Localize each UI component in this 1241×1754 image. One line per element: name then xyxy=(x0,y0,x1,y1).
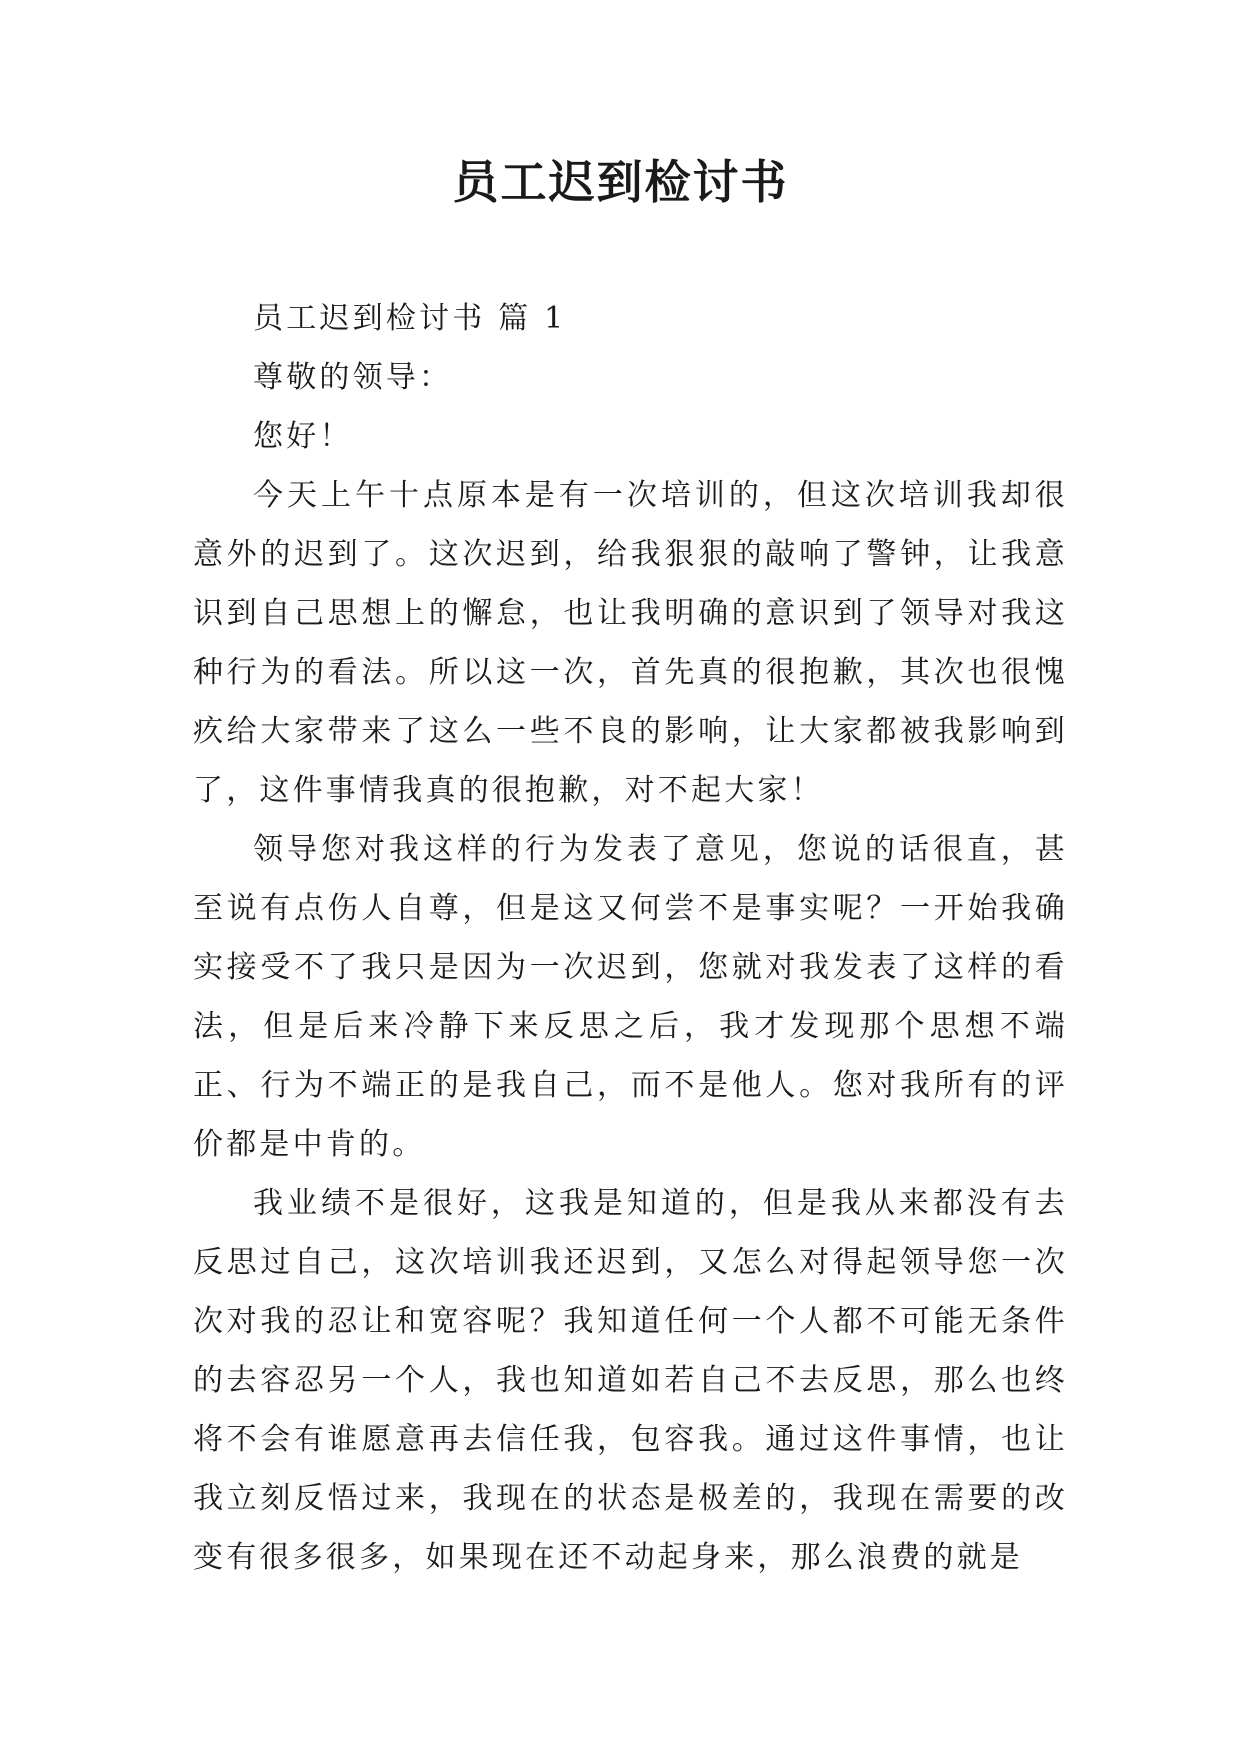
section-heading: 员工迟到检讨书 篇 1 xyxy=(253,301,567,336)
paragraph-3: 我业绩不是很好，这我是知道的，但是我从来都没有去反思过自己，这次培训我还迟到，又怎么对得起领导您一次次对我的忍让和宽容呢？我知道任何一个人都不可能无条件的去容忍另一个人，我也知道如若自己不去反思，那么也终将不会有谁愿意再去信任我，包容我。通过这件事情，也让我立刻反悟过来，我现在的状态是极差的，我现在需要的改变有很多很多，如果现在还不动起身来，那么浪费的就是 xyxy=(193,1186,1068,1575)
document-title: 员工迟到检讨书 xyxy=(452,155,789,209)
document-body xyxy=(193,289,1068,1587)
greeting: 您好！ xyxy=(253,419,353,454)
paragraph-2: 领导您对我这样的行为发表了意见，您说的话很直，甚至说有点伤人自尊，但是这又何尝不是事实呢？一开始我确实接受不了我只是因为一次迟到，您就对我发表了这样的看法，但是后来冷静下来反思之后，我才发现那个思想不端正、行为不端正的是我自己，而不是他人。您对我所有的评价都是中肯的。 xyxy=(193,832,1068,1162)
salutation: 尊敬的领导： xyxy=(253,360,453,395)
paragraph-1: 今天上午十点原本是有一次培训的，但这次培训我却很意外的迟到了。这次迟到，给我狠狠的敲响了警钟，让我意识到自己思想上的懈怠，也让我明确的意识到了领导对我这种行为的看法。所以这一次，首先真的很抱歉，其次也很愧疚给大家带来了这么一些不良的影响，让大家都被我影响到了，这件事情我真的很抱歉，对不起大家！ xyxy=(193,478,1068,808)
